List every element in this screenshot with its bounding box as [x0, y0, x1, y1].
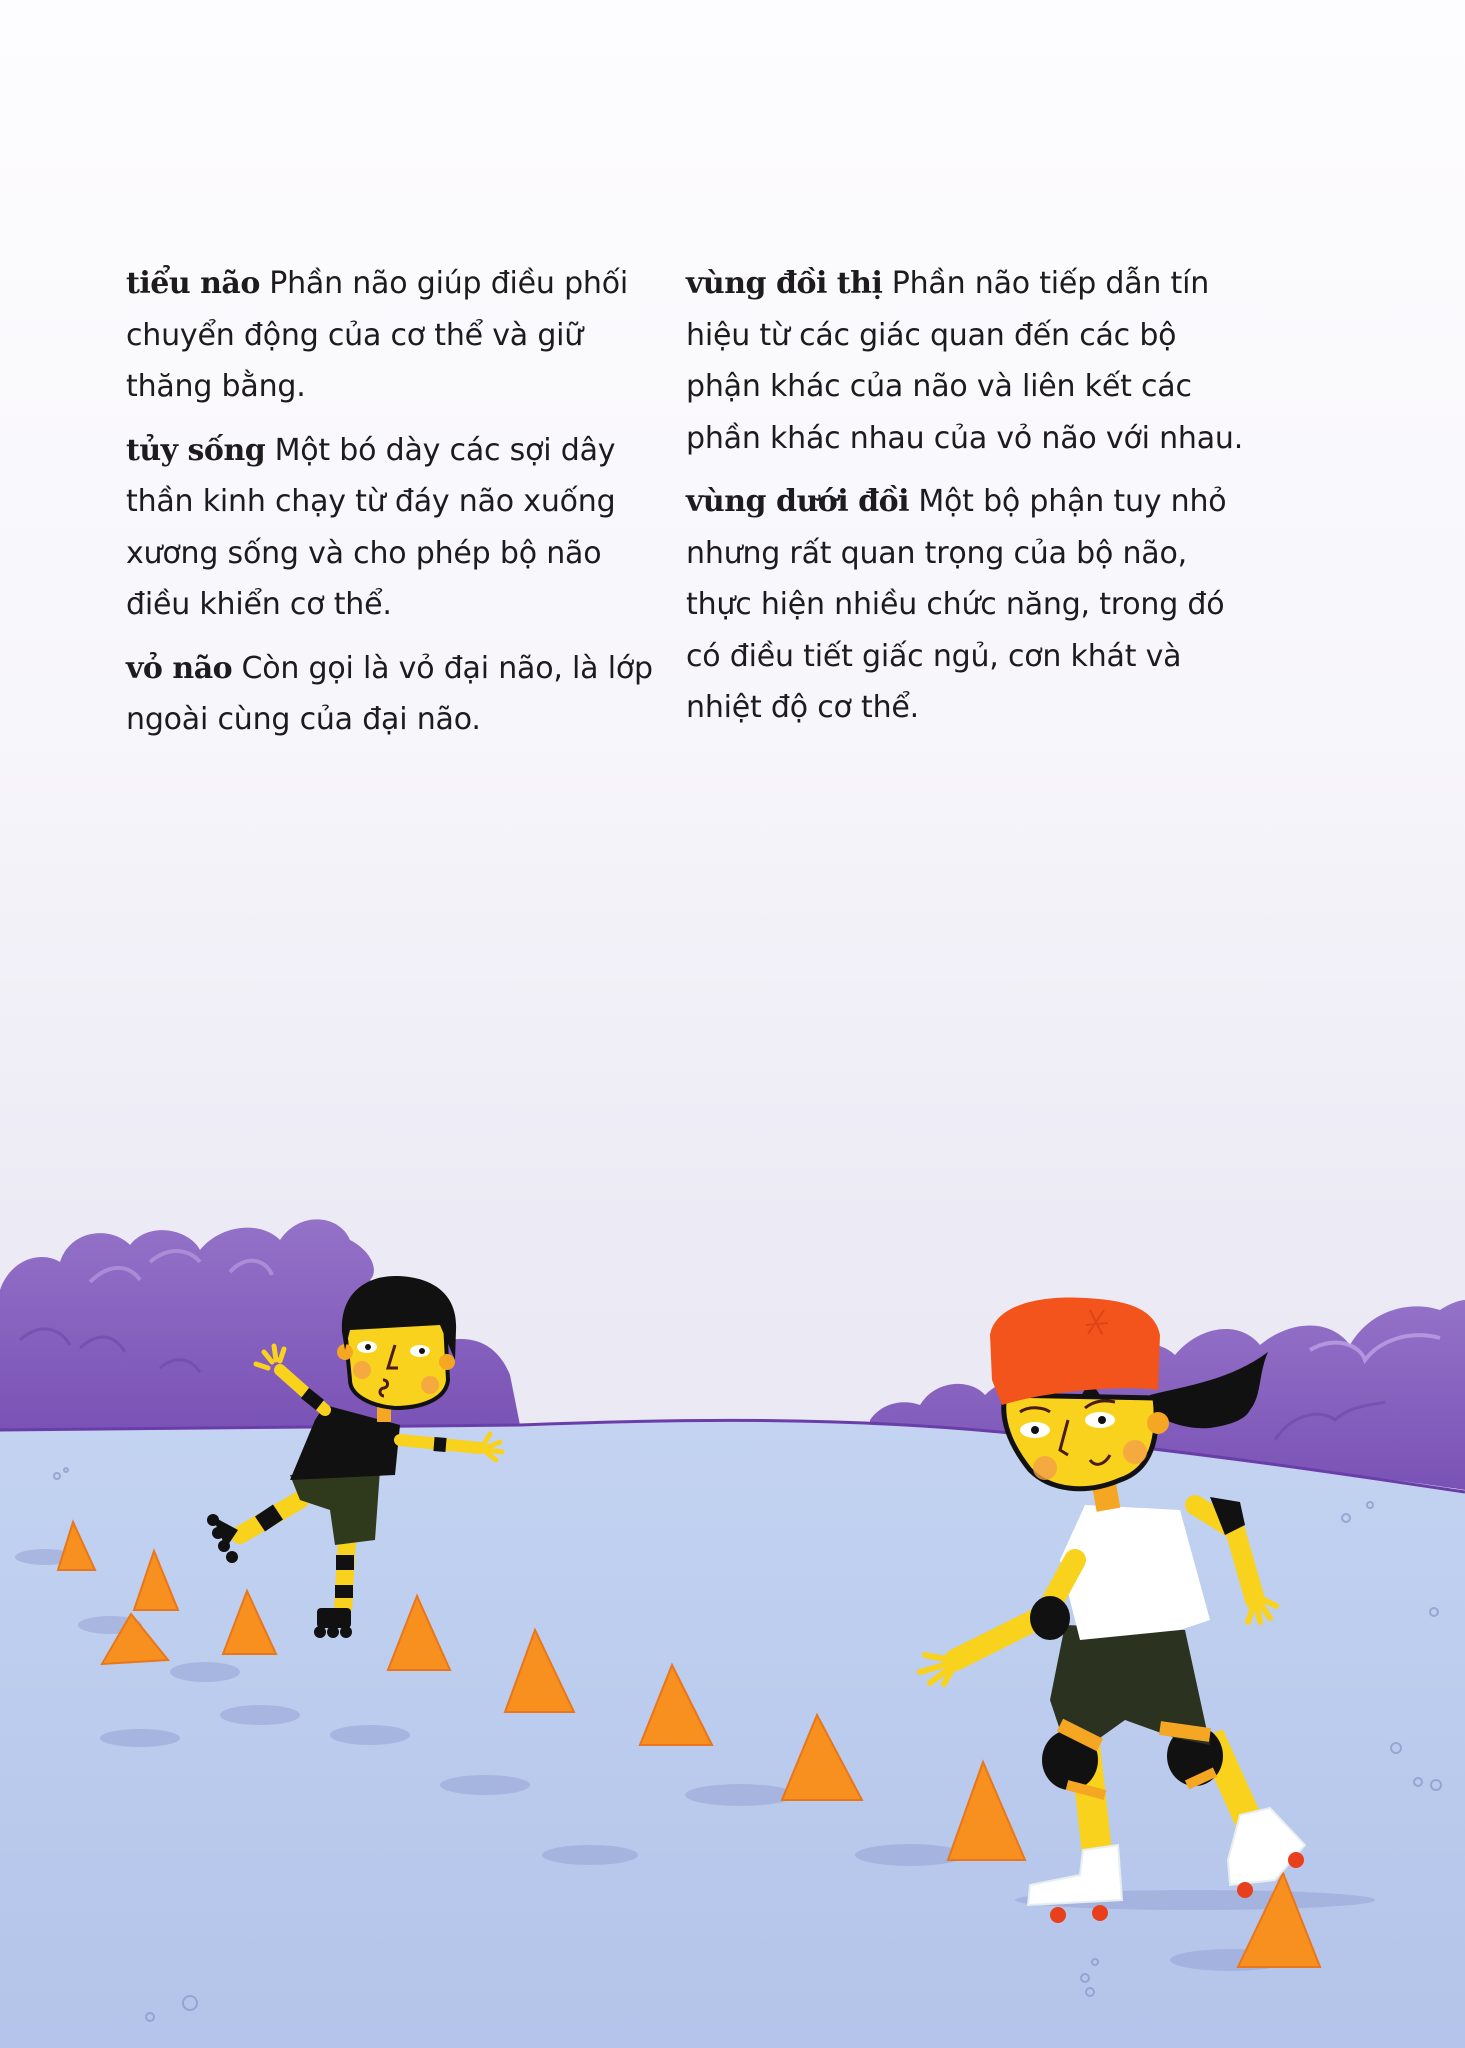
- glossary-term: vùng đồi thị: [686, 266, 883, 301]
- glossary-definition: Phần não tiếp dẫn tín hiệu từ các giác quan đến các bộ phận khác của não và liên kết các phần khác nhau của vỏ não với nhau.: [686, 266, 1244, 456]
- glossary-definition: Phần não giúp điều phối chuyển động của cơ thể và giữ thăng bằng.: [126, 266, 629, 404]
- glossary-definition: Một bó dày các sợi dây thần kinh chạy từ đáy não xuống xương sống và cho phép bộ não điều khiển cơ thể.: [126, 432, 616, 622]
- glossary-term: vùng dưới đồi: [686, 484, 909, 519]
- glossary-right-column: [686, 258, 1246, 746]
- glossary-entry-tieu-nao: [126, 258, 666, 413]
- glossary-entry-vo-nao: [126, 643, 666, 746]
- glossary-term: tủy sống: [126, 432, 266, 468]
- glossary-entry-vung-duoi-doi: [686, 476, 1246, 734]
- glossary-term: vỏ não: [126, 650, 233, 686]
- glossary-definition: Còn gọi là vỏ đại não, là lớp ngoài cùng của đại não.: [126, 650, 653, 737]
- glossary-term: tiểu não: [126, 266, 260, 301]
- glossary-definition: Một bộ phận tuy nhỏ nhưng rất quan trọng của bộ não, thực hiện nhiều chức năng, trong đó có điều tiết giấc ngủ, cơn khát và nhiệt độ cơ thể.: [686, 484, 1227, 725]
- glossary-entry-tuy-song: [126, 425, 666, 631]
- glossary-left-column: [126, 258, 666, 758]
- glossary-entry-vung-doi-thi: [686, 258, 1246, 464]
